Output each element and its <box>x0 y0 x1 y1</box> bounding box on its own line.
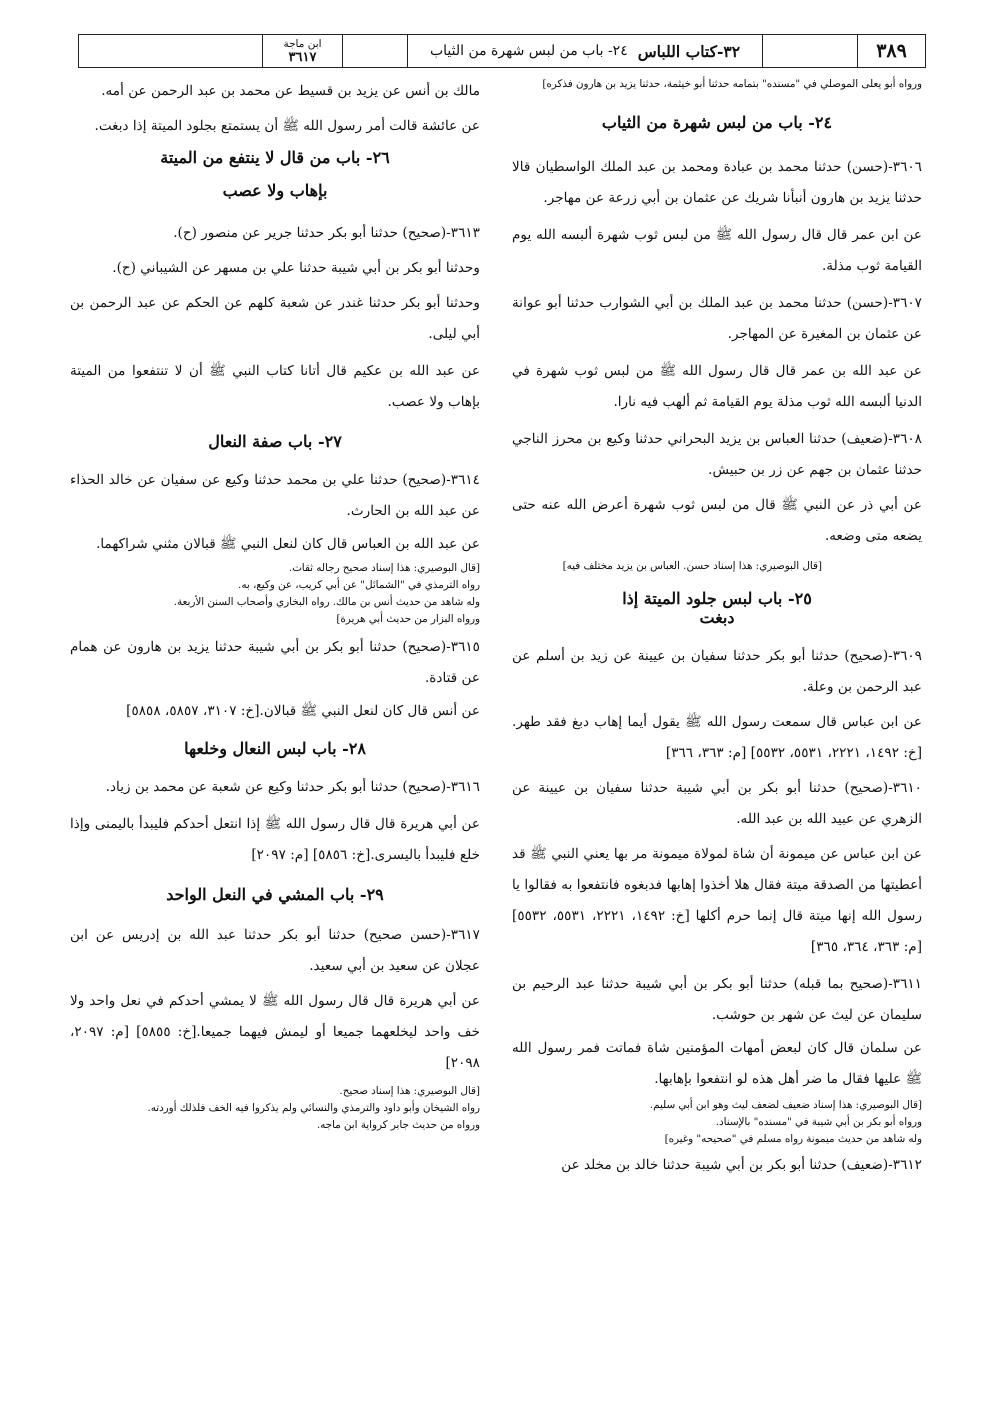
page-number: ٣٨٩ <box>857 35 925 67</box>
hadith-matn: عن ابن عمر قال قال رسول الله ﷺ من لبس ثوب شهرة ألبسه الله يوم القيامة ثوب مذلة. <box>512 227 922 274</box>
hadith-isnad: مالك بن أنس عن يزيد بن قسيط عن محمد بن عبد الرحمن عن أمه. <box>101 83 480 99</box>
hadith-isnad: ٣٦٠٨-(ضعيف) حدثنا العباس بن يزيد البحراني حدثنا وكيع بن محرز الناجي حدثنا عثمان بن جهم عن زر بن حبيش. <box>512 431 922 478</box>
header-cell-empty <box>342 35 407 67</box>
hadith-isnad: ٣٦٠٧-(حسن) حدثنا محمد بن عبد الملك بن أبي الشوارب حدثنا أبو عوانة عن عثمان بن المغيرة عن المهاجر. <box>512 295 922 342</box>
footnote: ورواه أبو يعلى الموصلي في "مسنده" بتمامه حدثنا أبو خيثمة، حدثنا يزيد بن هارون فذكره] <box>542 78 922 90</box>
hadith-isnad: ٣٦١٣-(صحيح) حدثنا أبو بكر حدثنا جرير عن منصور (ح). <box>173 225 480 241</box>
book-title: ٣٢-كتاب اللباس <box>637 41 741 61</box>
footnote: رواه الشيخان وأبو داود والترمذي والنسائي ولم يذكروا فيه الخف فلذلك أوردته. <box>147 1102 480 1114</box>
footnote: وله شاهد من حديث ميمونة رواه مسلم في "صحيحه" وغيره] <box>664 1133 922 1145</box>
left-column <box>70 76 480 1134</box>
hadith-matn: عن أبي هريرة قال قال رسول الله ﷺ إذا انتعل أحدكم فليبدأ باليمنى وإذا خلع فليبدأ باليسرى.[خ: ٥٨٥٦] [م: ٢٠٩٧] <box>70 816 480 863</box>
hadith-matn: عن عبد الله بن عكيم قال أتانا كتاب النبي ﷺ أن لا تنتفعوا من الميتة بإهاب ولا عصب. <box>70 363 480 410</box>
footnote: وله شاهد من حديث أنس بن مالك. رواه البخاري وأصحاب السنن الأربعة. <box>173 596 480 608</box>
chapter-title: دبغت <box>699 608 735 627</box>
reference-number: ٣٦١٧ <box>288 50 317 65</box>
header-cell-empty <box>762 35 857 67</box>
chapter-title: ٢٩- باب المشي في النعل الواحد <box>166 885 384 904</box>
chapter-title: بإهاب ولا عصب <box>222 181 328 200</box>
hadith-matn: عن أبي هريرة قال قال رسول الله ﷺ لا يمشي أحدكم في نعل واحد ولا خف واحد ليخلعهما جميعا أو ليمش فيهما جميعا.[خ: ٥٨٥٥] [م: ٢٠٩٧، ٢٠٩٨] <box>70 993 480 1071</box>
hadith-matn: عن سلمان قال كان لبعض أمهات المؤمنين شاة فماتت فمر رسول الله ﷺ عليها فقال ما ضر أهل هذه لو انتفعوا بإهابها. <box>512 1040 922 1087</box>
section-title: ٢٤- باب من لبس شهرة من الثياب <box>429 43 628 59</box>
hadith-isnad: ٣٦١٧-(حسن صحيح) حدثنا أبو بكر حدثنا عبد الله بن إدريس عن ابن عجلان عن سعيد بن أبي سعيد. <box>70 927 480 974</box>
chapter-title: ٢٦- باب من قال لا ينتفع من الميتة <box>160 148 390 167</box>
hadith-isnad: ٣٦١٢-(ضعيف) حدثنا أبو بكر بن أبي شيبة حدثنا خالد بن مخلد عن <box>561 1157 922 1173</box>
hadith-matn: عن ابن عباس قال سمعت رسول الله ﷺ يقول أيما إهاب دبغ فقد طهر.[خ: ١٤٩٢، ٢٢٢١، ٥٥٣١، ٥٥٣٢] [م: ٣٦٣، ٣٦٦] <box>512 714 922 761</box>
chapter-title: ٢٨- باب لبس النعال وخلعها <box>184 739 366 758</box>
hadith-matn: عن عائشة قالت أمر رسول الله ﷺ أن يستمتع بجلود الميتة إذا دبغت. <box>94 118 480 134</box>
reference-cell <box>262 35 342 67</box>
hadith-matn: عن عبد الله بن العباس قال كان لنعل النبي ﷺ قبالان مثني شراكهما. <box>96 536 480 552</box>
hadith-matn: عن عبد الله بن عمر قال قال رسول الله ﷺ من لبس ثوب شهرة في الدنيا ألبسه الله ثوب مذلة يوم القيامة ثم ألهب فيه نارا. <box>512 363 922 410</box>
chapter-title: ٢٧- باب صفة النعال <box>208 432 342 451</box>
hadith-matn: عن أبي ذر عن النبي ﷺ قال من لبس ثوب شهرة أعرض الله عنه حتى يضعه متى وضعه. <box>512 497 922 544</box>
hadith-isnad: وحدثنا أبو بكر حدثنا غندر عن شعبة كلهم عن الحكم عن عبد الرحمن بن أبي ليلى. <box>70 295 480 342</box>
hadith-isnad: ٣٦٠٩-(صحيح) حدثنا أبو بكر حدثنا سفيان بن عيينة عن زيد بن أسلم عن عبد الرحمن بن وعلة. <box>512 648 922 695</box>
hadith-isnad: ٣٦١٦-(صحيح) حدثنا أبو بكر حدثنا وكيع عن شعبة عن محمد بن زياد. <box>105 779 480 795</box>
hadith-isnad: ٣٦٠٦-(حسن) حدثنا محمد بن عبادة ومحمد بن عبد الملك الواسطيان قالا حدثنا يزيد بن هارون أنبأنا شريك عن عثمان بن أبي زرعة عن مهاجر. <box>512 159 922 206</box>
reference-label: ابن ماجة <box>283 38 322 50</box>
footnote: [قال البوصيري: هذا إسناد حسن. العباس بن يزيد مختلف فيه] <box>562 560 822 572</box>
footnote: رواه الترمذي في "الشمائل" عن أبي كريب، عن وكيع، به. <box>238 579 480 591</box>
footnote: ورواه أبو بكر بن أبي شيبة في "مسنده" بالإسناد. <box>715 1116 922 1128</box>
hadith-matn: عن ابن عباس عن ميمونة أن شاة لمولاة ميمونة مر بها يعني النبي ﷺ قد أعطيتها من الصدقة ميتة فقال هلا أخذوا إهابها فدبغوه فانتفعوا به فقالوا يا رسول الله إنها ميتة قال إنما حرم أكلها [خ: ١٤٩٢، ٢٢٢١، ٥٥٣١، ٥٥٣٢] [م: ٣٦٣، ٣٦٤، ٣٦٥] <box>512 846 923 955</box>
footnote: ورواه من حديث جابر كرواية ابن ماجه. <box>316 1119 480 1131</box>
chapter-title: ٢٥- باب لبس جلود الميتة إذا <box>622 589 812 608</box>
hadith-isnad: ٣٦١٠-(صحيح) حدثنا أبو بكر بن أبي شيبة حدثنا سفيان بن عيينة عن الزهري عن عبيد الله بن عبد الله. <box>512 780 922 827</box>
footnote: ورواه البزار من حديث أبي هريرة] <box>336 613 480 625</box>
hadith-isnad: وحدثنا أبو بكر بن أبي شيبة حدثنا علي بن مسهر عن الشيباني (ح). <box>112 260 480 276</box>
running-title <box>407 35 762 67</box>
hadith-isnad: ٣٦١١-(صحيح بما قبله) حدثنا أبو بكر بن أبي شيبة حدثنا عبد الرحيم بن سليمان عن ليث عن شهر بن حوشب. <box>512 976 922 1023</box>
footnote: [قال البوصيري: هذا إسناد صحيح. <box>339 1085 480 1097</box>
hadith-isnad: ٣٦١٥-(صحيح) حدثنا أبو بكر بن أبي شيبة حدثنا يزيد بن هارون عن همام عن قتادة. <box>70 639 480 686</box>
page-header <box>78 34 926 68</box>
header-cell-empty <box>79 35 262 67</box>
footnote: [قال البوصيري: هذا إسناد صحيح رجاله ثقات. <box>288 562 480 574</box>
footnote: [قال البوصيري: هذا إسناد ضعيف لضعف ليث وهو ابن أبي سليم. <box>649 1099 922 1111</box>
right-column <box>512 76 922 1181</box>
chapter-title: ٢٤- باب من لبس شهرة من الثياب <box>601 113 833 132</box>
hadith-isnad: ٣٦١٤-(صحيح) حدثنا علي بن محمد حدثنا وكيع عن سفيان عن خالد الحذاء عن عبد الله بن الحارث. <box>70 472 480 519</box>
hadith-matn: عن أنس قال كان لنعل النبي ﷺ قبالان.[خ: ٣١٠٧، ٥٨٥٧، ٥٨٥٨] <box>126 703 480 719</box>
